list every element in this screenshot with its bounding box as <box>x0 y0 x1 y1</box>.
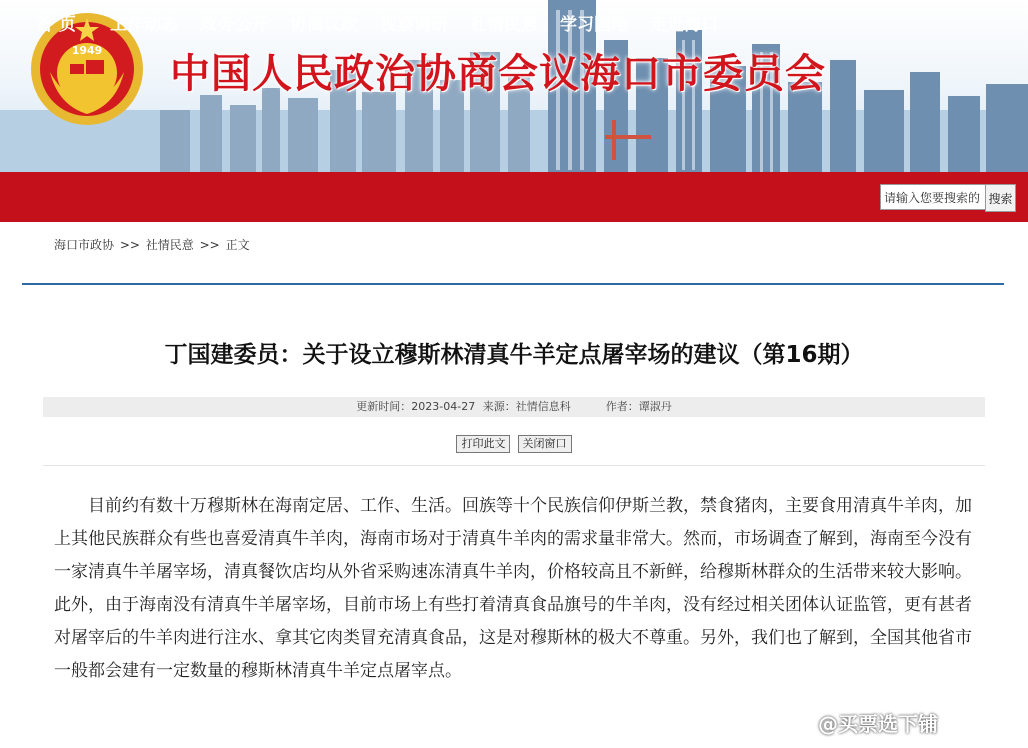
meta-source: 来源：社情信息科 <box>482 400 571 413</box>
breadcrumb <box>54 236 252 253</box>
nav-item-work-news[interactable]: 工作动态 <box>110 15 178 35</box>
breadcrumb-separator: >> <box>119 238 140 252</box>
nav-item-home[interactable]: 首 页 <box>36 15 76 35</box>
search-button[interactable]: 搜索 <box>985 184 1016 212</box>
article-divider <box>43 465 985 466</box>
nav-item-learning[interactable]: 学习园地 <box>560 15 628 35</box>
nav-item-gov-affairs[interactable]: 政务公开 <box>200 15 268 35</box>
meta-author: 作者：谭淑丹 <box>605 400 672 413</box>
close-window-button[interactable]: 关闭窗口 <box>518 435 572 453</box>
nav-item-inspection[interactable]: 视察调研 <box>380 15 448 35</box>
article-actions <box>0 432 1028 453</box>
meta-update-time: 更新时间：2023-04-27 <box>356 400 476 413</box>
breadcrumb-item-home[interactable]: 海口市政协 <box>54 238 115 252</box>
nav-item-public-opinion[interactable]: 社情民意 <box>470 15 538 35</box>
nav-item-about-haikou[interactable]: 走近海口 <box>650 15 718 35</box>
search-input[interactable] <box>880 184 986 210</box>
breadcrumb-item-current: 正文 <box>225 238 250 252</box>
breadcrumb-divider <box>22 283 1004 285</box>
print-button[interactable]: 打印此文 <box>456 435 510 453</box>
site-title: 中国人民政治协商会议海口市委员会 <box>170 50 826 97</box>
main-nav <box>0 172 1028 222</box>
article-meta <box>43 397 985 417</box>
breadcrumb-item-section[interactable]: 社情民意 <box>145 238 194 252</box>
article-title: 丁国建委员：关于设立穆斯林清真牛羊定点屠宰场的建议（第16期） <box>164 342 864 368</box>
nav-item-consultation[interactable]: 协商议政 <box>290 15 358 35</box>
breadcrumb-separator: >> <box>199 238 220 252</box>
svg-text:1949: 1949 <box>71 44 103 57</box>
weibo-watermark: @买票选下铺 <box>818 712 938 736</box>
article-body: 目前约有数十万穆斯林在海南定居、工作、生活。回族等十个民族信仰伊斯兰教，禁食猪肉，主要食用清真牛羊肉，加上其他民族群众有些也喜爱清真牛羊肉，海南市场对于清真牛羊肉的需求量非常大。然而，市场调查了解到，海南至今没有一家清真牛羊屠宰场，清真餐饮店均从外省采购速冻清真牛羊肉，价格较高且不新鲜，给穆斯林群众的生活带来较大影响。此外，由于海南没有清真牛羊屠宰场，目前市场上有些打着清真食品旗号的牛羊肉，没有经过相关团体认证监管，更有甚者对屠宰后的牛羊肉进行注水、拿其它肉类冒充清真食品，这是对穆斯林的极大不尊重。另外，我们也了解到，全国其他省市一般都会建有一定数量的穆斯林清真牛羊定点屠宰点。 <box>54 496 972 681</box>
